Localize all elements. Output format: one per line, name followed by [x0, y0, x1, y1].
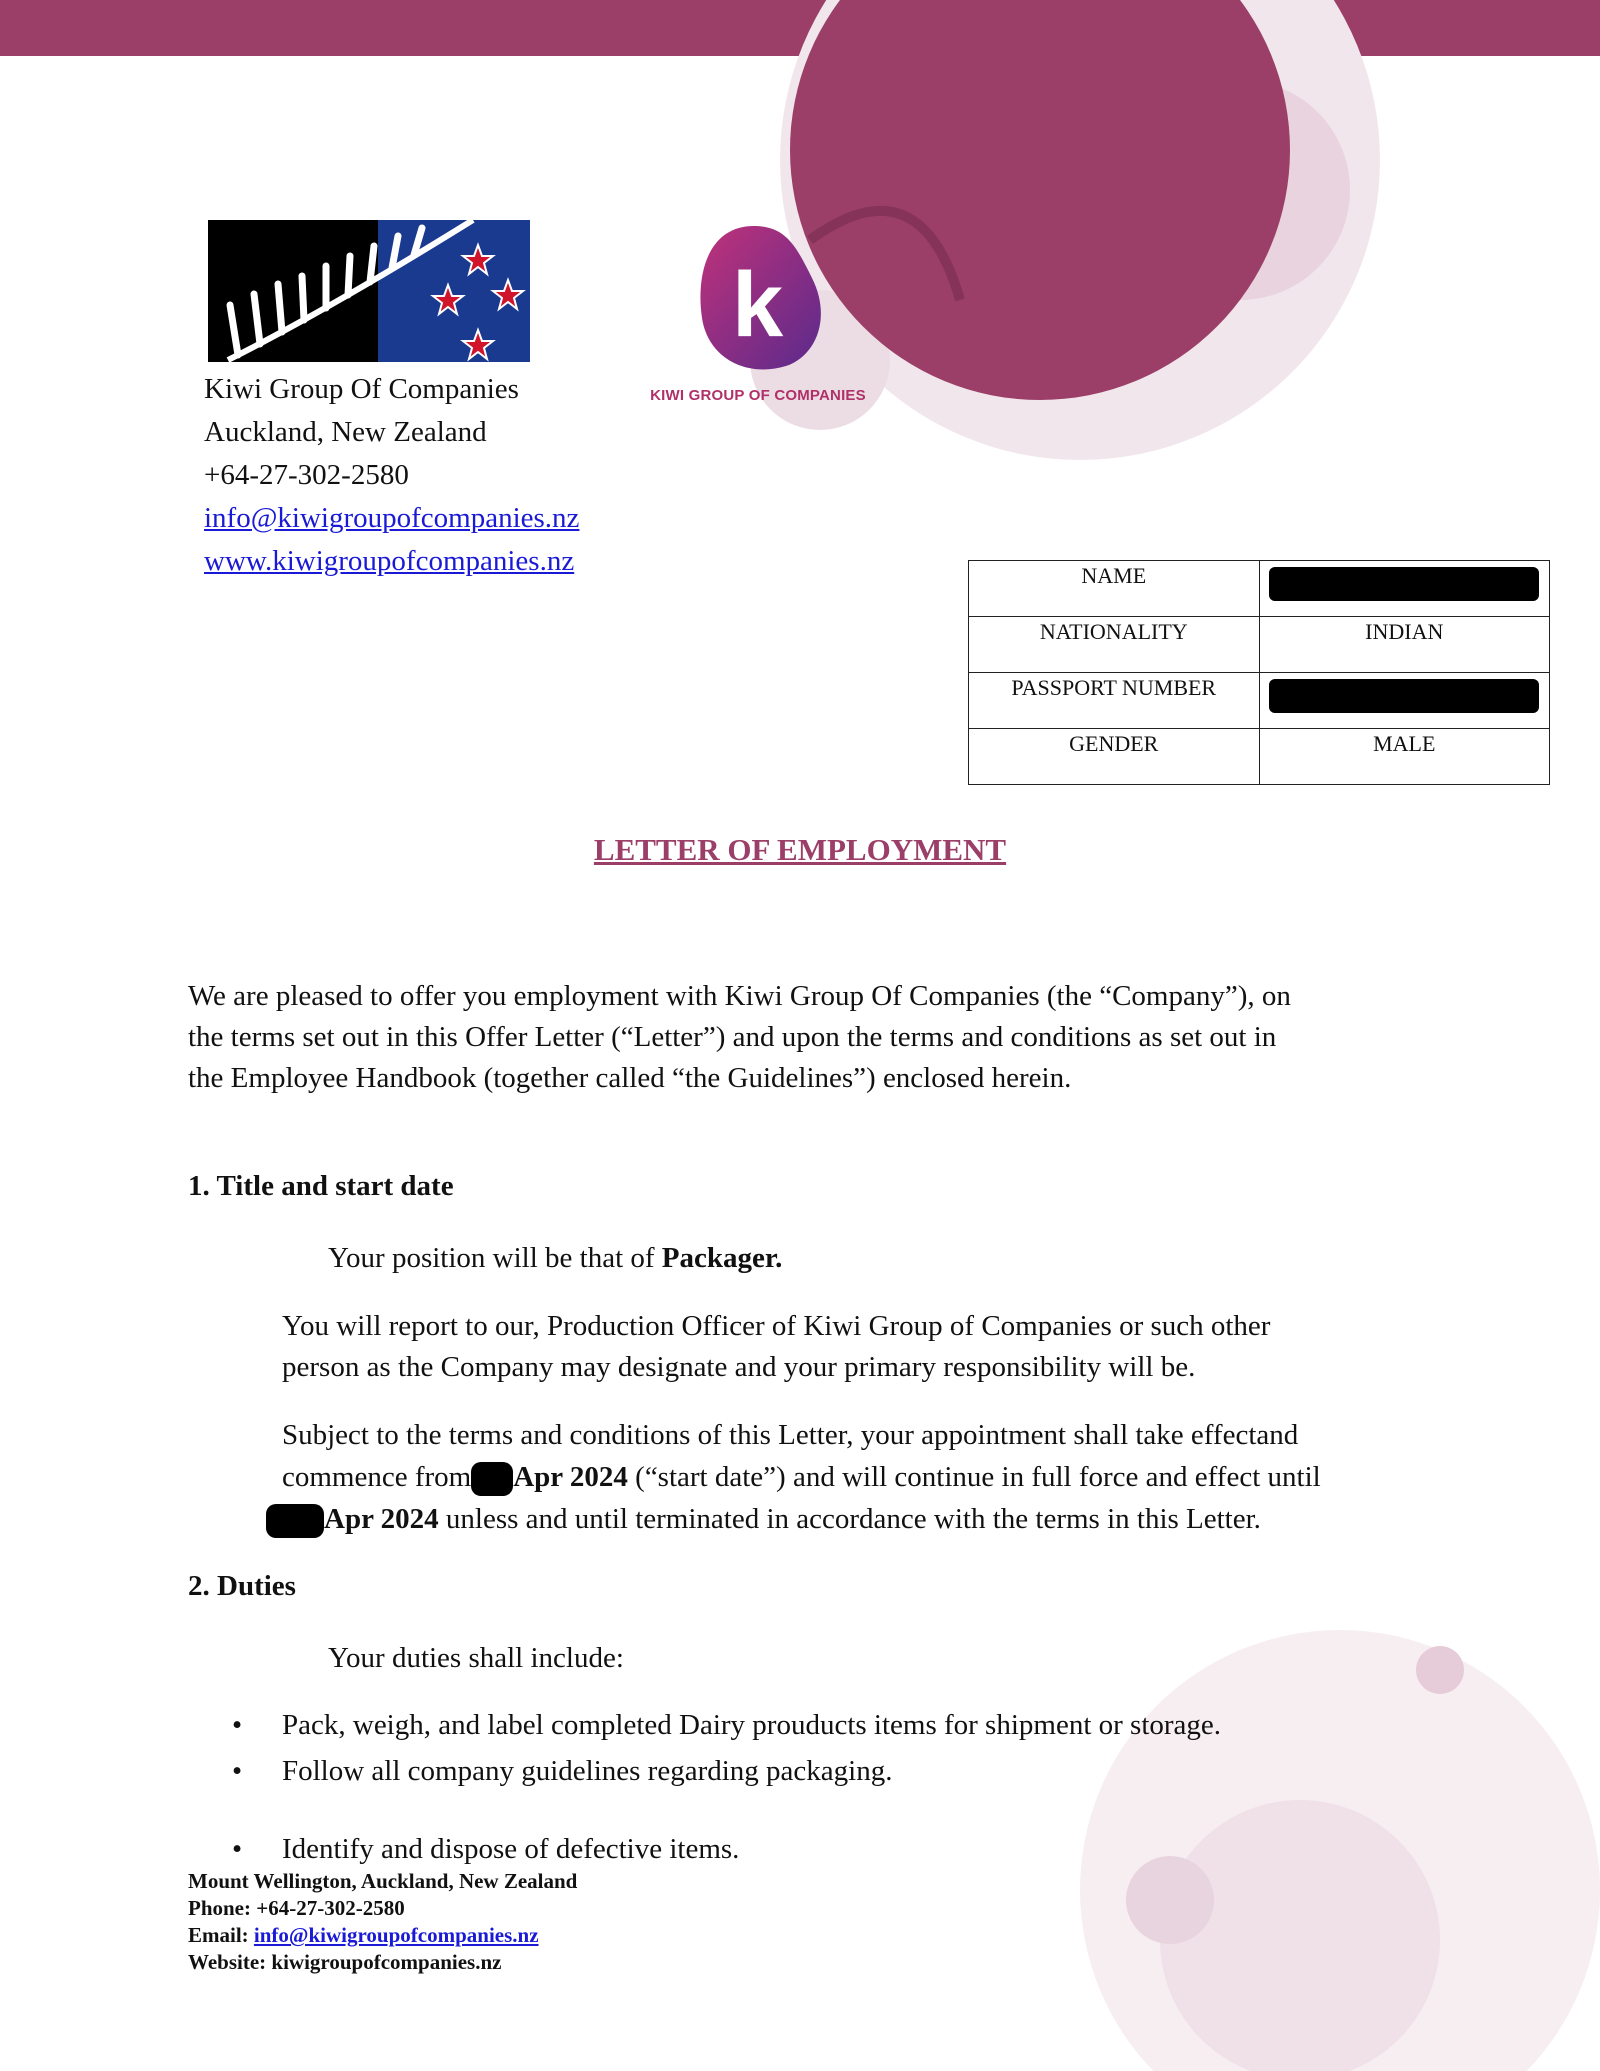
position-prefix: Your position will be that of — [328, 1242, 662, 1274]
table-row — [969, 561, 1550, 617]
end-date: Apr 2024 — [324, 1503, 439, 1535]
list-item: • Pack, weigh, and label completed Dairy prouducts items for shipment or storage. — [232, 1702, 1221, 1748]
company-location: Auckland, New Zealand — [204, 416, 487, 448]
subject-paragraph-line1: Subject to the terms and conditions of this Letter, your appointment shall take effectand — [282, 1419, 1299, 1451]
position-title: Packager. — [661, 1242, 783, 1274]
position-line — [328, 1238, 782, 1279]
k-logo-icon — [636, 218, 880, 378]
duties-list — [232, 1702, 1221, 1872]
table-row — [969, 673, 1550, 729]
subject-paragraph-line2 — [282, 1457, 1321, 1498]
start-date: Apr 2024 — [513, 1461, 628, 1493]
svg-text:k: k — [732, 254, 784, 356]
info-label: NAME — [969, 561, 1260, 617]
redaction-mark — [266, 1504, 324, 1538]
section2-heading: 2. Duties — [188, 1570, 296, 1602]
intro-line: the Employee Handbook (together called “the Guidelines”) enclosed herein. — [188, 1062, 1072, 1094]
employee-info-table — [968, 560, 1550, 785]
letter-title: LETTER OF EMPLOYMENT — [593, 832, 1007, 867]
redaction-mark — [471, 1462, 513, 1496]
section1-heading: 1. Title and start date — [188, 1170, 454, 1202]
footer-phone: Phone: +64-27-302-2580 — [188, 1896, 405, 1920]
table-row — [969, 617, 1550, 673]
list-item: • Identify and dispose of defective items. — [232, 1826, 1221, 1872]
intro-line: We are pleased to offer you employment with Kiwi Group Of Companies (the “Company”), on — [188, 980, 1291, 1012]
company-name: Kiwi Group Of Companies — [204, 373, 519, 405]
info-label: NATIONALITY — [969, 617, 1260, 673]
subject-prefix: commence from — [282, 1461, 472, 1493]
report-paragraph — [282, 1306, 1270, 1388]
info-label: GENDER — [969, 729, 1260, 785]
info-value-redacted — [1259, 673, 1550, 729]
table-row — [969, 729, 1550, 785]
logo-text: KIWI GROUP OF COMPANIES — [650, 387, 866, 404]
intro-line: the terms set out in this Offer Letter (“Letter”) and upon the terms and conditions as set out in — [188, 1021, 1277, 1053]
footer-website: Website: kiwigroupofcompanies.nz — [188, 1950, 502, 1974]
subject-line3-suffix: unless and until terminated in accordance with the terms in this Letter. — [438, 1503, 1261, 1535]
company-website-link[interactable]: www.kiwigroupofcompanies.nz — [204, 545, 575, 577]
subject-suffix: (“start date”) and will continue in full force and effect until — [627, 1461, 1321, 1493]
company-phone: +64-27-302-2580 — [204, 459, 409, 491]
footer-address: Mount Wellington, Auckland, New Zealand — [188, 1869, 578, 1893]
kiwi-logo — [636, 218, 880, 410]
company-address-block — [204, 368, 579, 583]
footer-email-link[interactable]: info@kiwigroupofcompanies.nz — [253, 1923, 539, 1947]
duties-intro: Your duties shall include: — [328, 1642, 624, 1674]
report-line: You will report to our, Production Officer of Kiwi Group of Companies or such other — [282, 1310, 1271, 1342]
info-label: PASSPORT NUMBER — [969, 673, 1260, 729]
intro-paragraph — [188, 976, 1291, 1099]
info-value-redacted — [1259, 561, 1550, 617]
info-value: INDIAN — [1259, 617, 1550, 673]
info-value: MALE — [1259, 729, 1550, 785]
fern-flag-logo — [208, 220, 530, 362]
report-line: person as the Company may designate and your primary responsibility will be. — [282, 1351, 1196, 1383]
footer-email: Email: info@kiwigroupofcompanies.nz — [188, 1923, 539, 1947]
footer-contact — [188, 1868, 577, 1976]
subject-paragraph-line3 — [266, 1499, 1261, 1540]
redaction-mark — [1269, 567, 1539, 601]
company-email-link[interactable]: info@kiwigroupofcompanies.nz — [204, 502, 580, 534]
redaction-mark — [1269, 679, 1539, 713]
list-item: • Follow all company guidelines regarding packaging. — [232, 1748, 1221, 1794]
